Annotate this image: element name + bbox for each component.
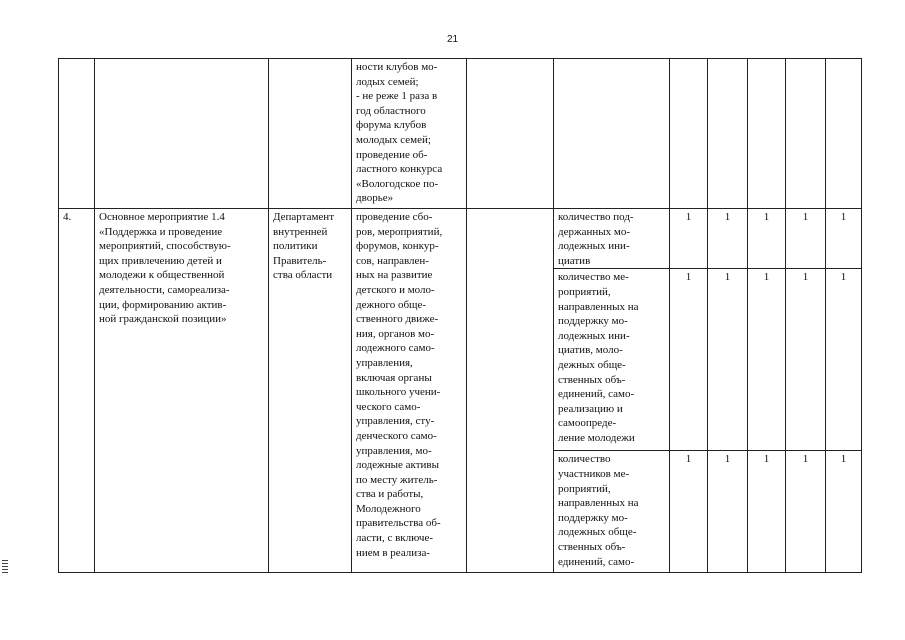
cell-event: Основное мероприятие 1.4 «Поддержка и проведение мероприятий, способствую- щих привлечению детей и молодежи к общественной деятельности, самореализа- ции, формированию актив- ной гражданской позиции» <box>95 209 269 573</box>
cell-value: 1 <box>786 209 826 269</box>
cell-value: 1 <box>708 451 748 573</box>
cell-value: 1 <box>708 209 748 269</box>
cell-indicator: количество участников ме- роприятий, направленных на поддержку мо- лодежных обще- ственных объ- единений, само- <box>554 451 670 573</box>
cell-value <box>708 59 748 209</box>
cell-value: 1 <box>670 269 708 451</box>
cell-executor <box>269 59 352 209</box>
cell-number: 4. <box>59 209 95 573</box>
cell-value: 1 <box>826 209 862 269</box>
cell-value: 1 <box>826 269 862 451</box>
cell-value: 1 <box>826 451 862 573</box>
cell-value: 1 <box>748 209 786 269</box>
table-row-4-indicator-1 <box>59 209 862 269</box>
cell-number <box>59 59 95 209</box>
cell-value <box>670 59 708 209</box>
cell-activity: проведение сбо- ров, мероприятий, форумов, конкур- сов, направлен- ных на развитие детского и моло- дежного обще- ственного движе- ния, органов мо- лодежного само- управления, включая органы школьного учени- ческого само- управления, сту- денческого само- управления, мо- лодежные активы по месту житель- ства и работы, Молодежного правительства об- ласти, с включе- нием в реализа- <box>352 209 467 573</box>
cell-value: 1 <box>670 209 708 269</box>
cell-activity: ности клубов мо- лодых семей; - не реже 1 раза в год областного форума клубов молодых семей; проведение об- ластного конкурса «Вологодское по- дворье» <box>352 59 467 209</box>
cell-indicator <box>554 59 670 209</box>
cell-executor: Департамент внутренней политики Правитель- ства области <box>269 209 352 573</box>
cell-value: 1 <box>670 451 708 573</box>
cell-event <box>95 59 269 209</box>
cell-value <box>786 59 826 209</box>
cell-indicator: количество ме- роприятий, направленных на поддержку мо- лодежных ини- циатив, моло- дежных обще- ственных объ- единений, само- реализацию и самоопреде- ление молодежи <box>554 269 670 451</box>
cell-value: 1 <box>786 451 826 573</box>
cell-empty <box>467 209 554 573</box>
page-number: 21 <box>446 34 459 45</box>
cell-empty <box>467 59 554 209</box>
cell-indicator: количество под- держанных мо- лодежных ини- циатив <box>554 209 670 269</box>
cell-value: 1 <box>786 269 826 451</box>
cell-value <box>826 59 862 209</box>
table-row-continuation <box>59 59 862 209</box>
scan-edge-marks <box>2 560 8 575</box>
cell-value <box>748 59 786 209</box>
program-table <box>58 58 862 573</box>
cell-value: 1 <box>748 451 786 573</box>
cell-value: 1 <box>708 269 748 451</box>
cell-value: 1 <box>748 269 786 451</box>
